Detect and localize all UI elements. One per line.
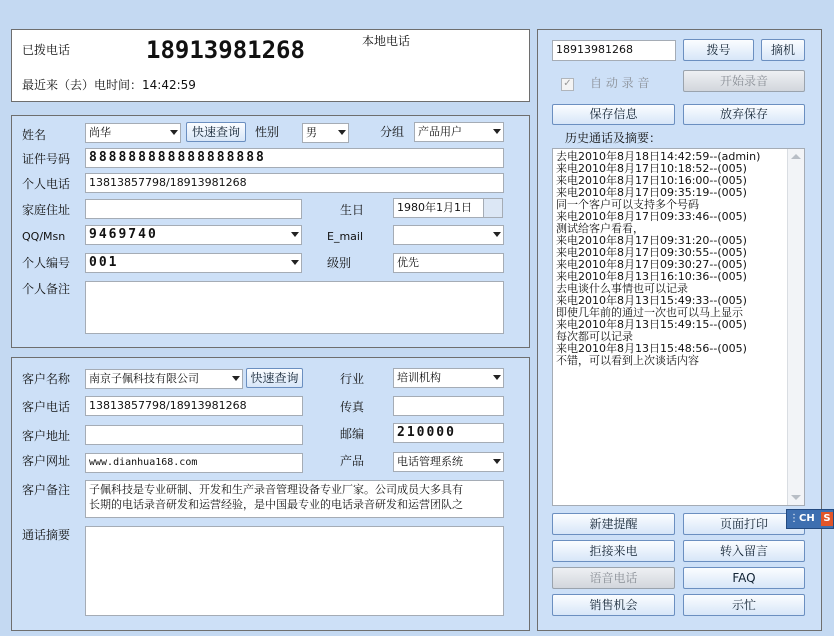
customer-name-value: 南京子佩科技有限公司 xyxy=(89,372,199,385)
email-combo[interactable] xyxy=(393,225,504,245)
history-line: 来电2010年8月17日09:35:19--(005) xyxy=(556,186,747,199)
person-quick-query-button[interactable]: 快速查询 xyxy=(186,122,246,142)
chevron-down-icon xyxy=(291,232,299,237)
print-page-button[interactable]: 页面打印 xyxy=(683,513,805,535)
save-info-button[interactable]: 保存信息 xyxy=(552,104,675,125)
history-line: 来电2010年8月13日16:10:36--(005) xyxy=(556,270,747,283)
scroll-up-icon[interactable] xyxy=(791,154,801,159)
local-call-label: 本地电话 xyxy=(362,34,411,48)
ime-logo-icon: S xyxy=(821,512,833,526)
scroll-down-icon[interactable] xyxy=(791,495,801,500)
industry-combo[interactable] xyxy=(393,368,504,388)
history-line: 来电2010年8月17日09:31:20--(005) xyxy=(556,234,747,247)
chevron-down-icon xyxy=(493,459,501,464)
person-name-label: 姓名 xyxy=(22,128,47,142)
history-line: 来电2010年8月17日09:30:55--(005) xyxy=(556,246,747,259)
auto-record-checkbox[interactable]: ✓ xyxy=(561,78,574,91)
dial-button[interactable]: 拨号 xyxy=(683,39,754,61)
chevron-down-icon xyxy=(291,260,299,265)
call-summary-textarea[interactable] xyxy=(85,526,504,616)
person-name-combo[interactable] xyxy=(85,123,181,143)
gender-combo[interactable] xyxy=(302,123,349,143)
history-line: 测试给客户看看， xyxy=(556,222,644,235)
level-label: 级别 xyxy=(327,256,352,270)
birthday-picker[interactable] xyxy=(393,198,503,218)
gender-label: 性别 xyxy=(255,125,280,139)
home-address-field[interactable] xyxy=(85,199,302,219)
voice-call-button[interactable]: 语音电话 xyxy=(552,567,675,589)
zip-label: 邮编 xyxy=(340,427,365,441)
product-combo[interactable] xyxy=(393,452,504,472)
new-reminder-button[interactable]: 新建提醒 xyxy=(552,513,675,535)
group-label: 分组 xyxy=(380,125,405,139)
customer-remark-textarea[interactable] xyxy=(85,480,504,518)
customer-quick-query-button[interactable]: 快速查询 xyxy=(246,368,303,388)
customer-address-label: 客户地址 xyxy=(22,429,71,443)
calendar-dropdown-icon[interactable] xyxy=(483,199,502,217)
history-line: 来电2010年8月17日10:18:52--(005) xyxy=(556,162,747,175)
chevron-down-icon xyxy=(232,376,240,381)
qq-msn-combo[interactable] xyxy=(85,225,302,245)
history-line: 每次都可以记录 xyxy=(556,330,633,343)
chevron-down-icon xyxy=(493,375,501,380)
history-line: 来电2010年8月13日15:48:56--(005) xyxy=(556,342,747,355)
history-line: 来电2010年8月17日10:16:00--(005) xyxy=(556,174,747,187)
home-address-label: 家庭住址 xyxy=(22,203,71,217)
person-id-label: 个人编号 xyxy=(22,256,71,270)
history-line: 去电2010年8月18日14:42:59--(admin) xyxy=(556,150,761,163)
chevron-down-icon xyxy=(170,130,178,135)
hangup-button[interactable]: 摘机 xyxy=(761,39,805,61)
birthday-label: 生日 xyxy=(340,203,365,217)
chevron-down-icon xyxy=(493,129,501,134)
history-lines xyxy=(556,151,786,367)
history-line: 来电2010年8月17日09:30:27--(005) xyxy=(556,258,747,271)
customer-phone-label: 客户电话 xyxy=(22,400,71,414)
gender-value: 男 xyxy=(306,126,317,139)
chevron-down-icon xyxy=(338,130,346,135)
history-label: 历史通话及摘要： xyxy=(565,131,662,145)
product-label: 产品 xyxy=(340,454,365,468)
history-textbox[interactable] xyxy=(552,148,805,506)
group-value: 产品用户 xyxy=(418,125,462,138)
sales-chance-button[interactable]: 销售机会 xyxy=(552,594,675,616)
person-phone-field[interactable]: 13813857798/18913981268 xyxy=(85,173,504,193)
history-line: 即使几年前的通过一次也可以马上显示 xyxy=(556,306,743,319)
history-line: 同一个客户可以支持多个号码 xyxy=(556,198,699,211)
ime-grip-icon: ⋮ xyxy=(789,513,799,524)
person-phone-label: 个人电话 xyxy=(22,177,71,191)
start-record-button[interactable]: 开始录音 xyxy=(683,70,805,92)
product-value: 电话管理系统 xyxy=(397,455,463,468)
dialed-number: 18913981268 xyxy=(146,36,305,64)
customer-name-combo[interactable] xyxy=(85,369,243,389)
ime-toolbar[interactable] xyxy=(786,509,834,529)
call-summary-label: 通话摘要 xyxy=(22,528,71,542)
customer-remark-line-1: 子佩科技是专业研制、开发和生产录音管理设备专业厂家。公司成员大多具有 xyxy=(89,483,463,496)
ime-language-label[interactable]: CH xyxy=(799,513,815,524)
birthday-value: 1980年1月1日 xyxy=(397,201,472,214)
person-id-value: 001 xyxy=(89,255,119,270)
industry-label: 行业 xyxy=(340,372,365,386)
customer-website-field[interactable]: www.dianhua168.com xyxy=(85,453,303,473)
fax-label: 传真 xyxy=(340,400,365,414)
forward-message-button[interactable]: 转入留言 xyxy=(683,540,805,562)
id-number-label: 证件号码 xyxy=(22,152,71,166)
customer-name-label: 客户名称 xyxy=(22,372,71,386)
discard-save-button[interactable]: 放弃保存 xyxy=(683,104,805,125)
group-combo[interactable] xyxy=(414,122,504,142)
customer-phone-field[interactable]: 13813857798/18913981268 xyxy=(85,396,303,416)
person-name-value: 尚华 xyxy=(89,126,111,139)
customer-address-field[interactable] xyxy=(85,425,303,445)
customer-remark-line-2: 长期的电话录音研发和运营经验，是中国最专业的电话录音研发和运营团队之 xyxy=(89,498,463,511)
history-line: 来电2010年8月13日15:49:15--(005) xyxy=(556,318,747,331)
faq-button[interactable]: FAQ xyxy=(683,567,805,589)
qq-msn-label: QQ/Msn xyxy=(22,230,66,243)
recent-call-time: 最近来（去）电时间：14:42:59 xyxy=(22,78,196,92)
phone-number-input[interactable]: 18913981268 xyxy=(552,40,676,61)
history-line: 来电2010年8月17日09:33:46--(005) xyxy=(556,210,747,223)
id-number-field[interactable]: 888888888888888888 xyxy=(85,148,504,168)
chevron-down-icon xyxy=(493,232,501,237)
customer-remark-label: 客户备注 xyxy=(22,483,71,497)
history-scrollbar[interactable] xyxy=(787,149,804,505)
person-remark-textarea[interactable] xyxy=(85,281,504,334)
history-line: 来电2010年8月13日15:49:33--(005) xyxy=(556,294,747,307)
person-remark-label: 个人备注 xyxy=(22,282,71,296)
customer-website-label: 客户网址 xyxy=(22,454,71,468)
history-line: 去电谈什么事情也可以记录 xyxy=(556,282,688,295)
busy-button[interactable]: 示忙 xyxy=(683,594,805,616)
email-label: E_mail xyxy=(327,230,364,243)
qq-msn-value: 9469740 xyxy=(89,227,158,242)
reject-call-button[interactable]: 拒接来电 xyxy=(552,540,675,562)
industry-value: 培训机构 xyxy=(397,371,441,384)
level-field[interactable]: 优先 xyxy=(393,253,504,273)
fax-field[interactable] xyxy=(393,396,504,416)
person-id-combo[interactable] xyxy=(85,253,302,273)
zip-field[interactable]: 210000 xyxy=(393,423,504,443)
history-line: 不错，可以看到上次谈话内容 xyxy=(556,354,699,367)
auto-record-label: 自 动 录 音 xyxy=(590,76,650,90)
dialed-label: 已拨电话 xyxy=(22,43,71,57)
